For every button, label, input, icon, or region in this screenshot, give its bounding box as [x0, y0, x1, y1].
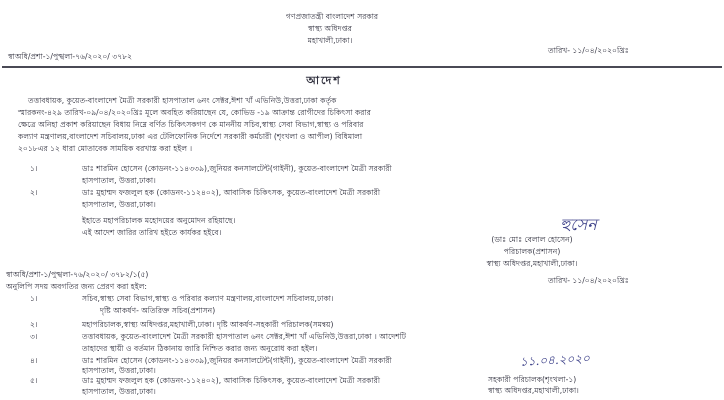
doctor-entry: ডাঃ শারমিন হোসেন (কোডনং-১১৪৩৩৯),জুনিয়র কনসালটেন্ট(গাইনী), কুয়েত-বাংলাদেশ মৈত্রী সরকারী	[82, 164, 392, 173]
signature-director: হুসেন	[560, 215, 597, 234]
body-line: কল্যাণ মন্ত্রণালয়,বাংলাদেশ সচিবালয়,ঢাকা এর টেলিফোনিক নির্দেশে সরকারী কর্মচারী (শৃংখলা ও আপীল) বিধিমালা	[18, 132, 363, 141]
copy-recipient-cont: হাসপাতাল, উত্তরা,ঢাকা।	[82, 387, 156, 396]
order-title: আদেশ	[306, 74, 342, 87]
doctor-entry-cont: হাসপাতাল, উত্তরা,ঢাকা।	[82, 200, 156, 209]
copy-intro: অনুলিপি সদয় অবগতির জন্য প্রেরণ করা হইল:	[6, 282, 147, 291]
copy-number: ৪।	[30, 356, 38, 365]
body-line: ২০১৮এর ১২ ধারা মোতাবেক সাময়িক বরখাস্ত করা হইল ।	[18, 144, 193, 153]
signatory2-designation: সহকারী পরিচালক(শৃংখলা-১)	[488, 375, 577, 384]
header-address: মহাখালী,ঢাকা।	[307, 36, 353, 45]
body-line: ক্ষেত্রে অনিহা প্রকাশ করিয়াছেন বিধায় নিম্নে বর্ণিত চিকিৎসকগণ কে মাননীয় সচিব,স্বাস্থ্য সেবা বিভাগ,স্বাস্থ্য ও পরিবার	[18, 120, 364, 129]
signature-assistant-director: ১১.০৪.২০২০	[519, 351, 591, 369]
copy-recipient-cont: হাসপাতাল, উত্তরা,ঢাকা।	[82, 366, 156, 375]
header-directorate: স্বাস্থ্য অধিদপ্তর	[308, 24, 352, 33]
copy-recipient: ডাঃ মুহাম্মদ ফজলুল হক (কোডনং-১১২৪০২), আবাসিক চিকিৎসক, কুয়েত-বাংলাদেশ মৈত্রী সরকারী	[82, 376, 381, 385]
body-line: তত্তাবধায়ক, কুয়েত-বাংলাদেশ মৈত্রী সরকারী হাসপাতাল ৬নং সেক্টর,ঈশা খাঁ এভিনিউ,উত্তরা,ঢাকা কর্তৃক	[28, 96, 337, 105]
copy-recipient: সচিব,স্বাস্থ্য সেবা বিভাগ,স্বাস্থ্য ও পরিবার কল্যাণ মন্ত্রণালয়,বাংলাদেশ সচিবালয়,ঢাকা।	[82, 294, 334, 303]
signatory-designation: পরিচালক(প্রশাসন)	[503, 247, 561, 256]
doctor-entry-cont: হাসপাতাল, উত্তরা,ঢাকা।	[82, 176, 156, 185]
header-government: গণপ্রজাতন্ত্রী বাংলাদেশ সরকার	[285, 12, 379, 21]
doctor-number: ১।	[30, 164, 38, 173]
copy-recipient: মহাপরিচালক,স্বাস্থ্য অধিদপ্তর,মহাখালী,ঢাকা। দৃষ্টি আকর্ষণ-সহকারী পরিচালক(সমন্বয়)	[82, 320, 334, 329]
doctor-number: ২।	[30, 188, 38, 197]
signatory-name: (ডাঃ মোঃ বেলাল হোসেন)	[491, 235, 573, 244]
copy-memo-date: তারিখ- ১১/০৪/২০২০খ্রিঃ	[548, 276, 629, 285]
header-divider	[2, 66, 722, 68]
copy-number: ২।	[30, 320, 38, 329]
copy-number: ১।	[30, 294, 38, 303]
memo-number: স্বাঅধি/প্রশা-১/পুস্খলা-৭৬/২০২০/ ৩৭৮২	[8, 52, 133, 61]
copy-recipient-cont: দৃষ্টি আকর্ষণ- অতিরিক্ত সচিব(প্রশাসন)	[100, 306, 216, 315]
copy-recipient-cont: তাহাদের স্থায়ী ও বর্তমান ঠিকানায় জারি নিশ্চিত করার জন্য অনুরোধ করা হইল।	[82, 344, 318, 353]
doctor-entry: ডাঃ মুহাম্মদ ফজলুল হক (কোডনং-১১২৪০২), আবাসিক চিকিৎসক, কুয়েত-বাংলাদেশ মৈত্রী সরকারী	[82, 188, 381, 197]
copy-memo-number: স্বাঅধি/প্রশা-১/পুস্খলা-৭৬/২০২০/ ৩৭৮২/১(৫)	[6, 270, 149, 279]
signatory-office: স্বাস্থ্য অধিদপ্তর,মহাখালী,ঢাকা।	[486, 259, 578, 268]
approval-line: ইহাতে মহাপরিচালক মহোদয়ের অনুমোদন রহিয়াছে।	[82, 216, 236, 225]
signatory2-office: স্বাস্থ্য অধিদপ্তর,মহাখালী,ঢাকা।	[488, 386, 579, 395]
copy-number: ৫।	[30, 376, 38, 385]
copy-recipient: ডাঃ শারমিন হোসেন (কোডনং-১১৪৩৩৯),জুনিয়র কনসালটেন্ট(গাইনী), কুয়েত-বাংলাদেশ মৈত্রী সরকারী	[82, 356, 392, 365]
approval-line: এই আদেশ জারির তারিখ হইতে কার্যকর হইবে।	[82, 228, 222, 237]
memo-date: তারিখ- ১১/০৪/২০২০খ্রিঃ	[548, 46, 629, 55]
copy-recipient: তত্তাবধায়ক, কুয়েত-বাংলাদেশ মৈত্রী সরকারী হাসপাতাল ৬নং সেক্টর,ঈশা খাঁ এভিনিউ,উত্তরা,ঢাকা । আদেশটি	[82, 332, 406, 341]
body-line: স্মারকনং-৪২৯ তারিখ-০৯/০৪/২০২০খ্রিঃ মূলে অবহিত করিয়াছেন যে, কোভিড -১৯ আক্রান্ত রোগীদের চিকিৎসা করার	[18, 108, 371, 117]
copy-number: ৩।	[30, 332, 38, 341]
